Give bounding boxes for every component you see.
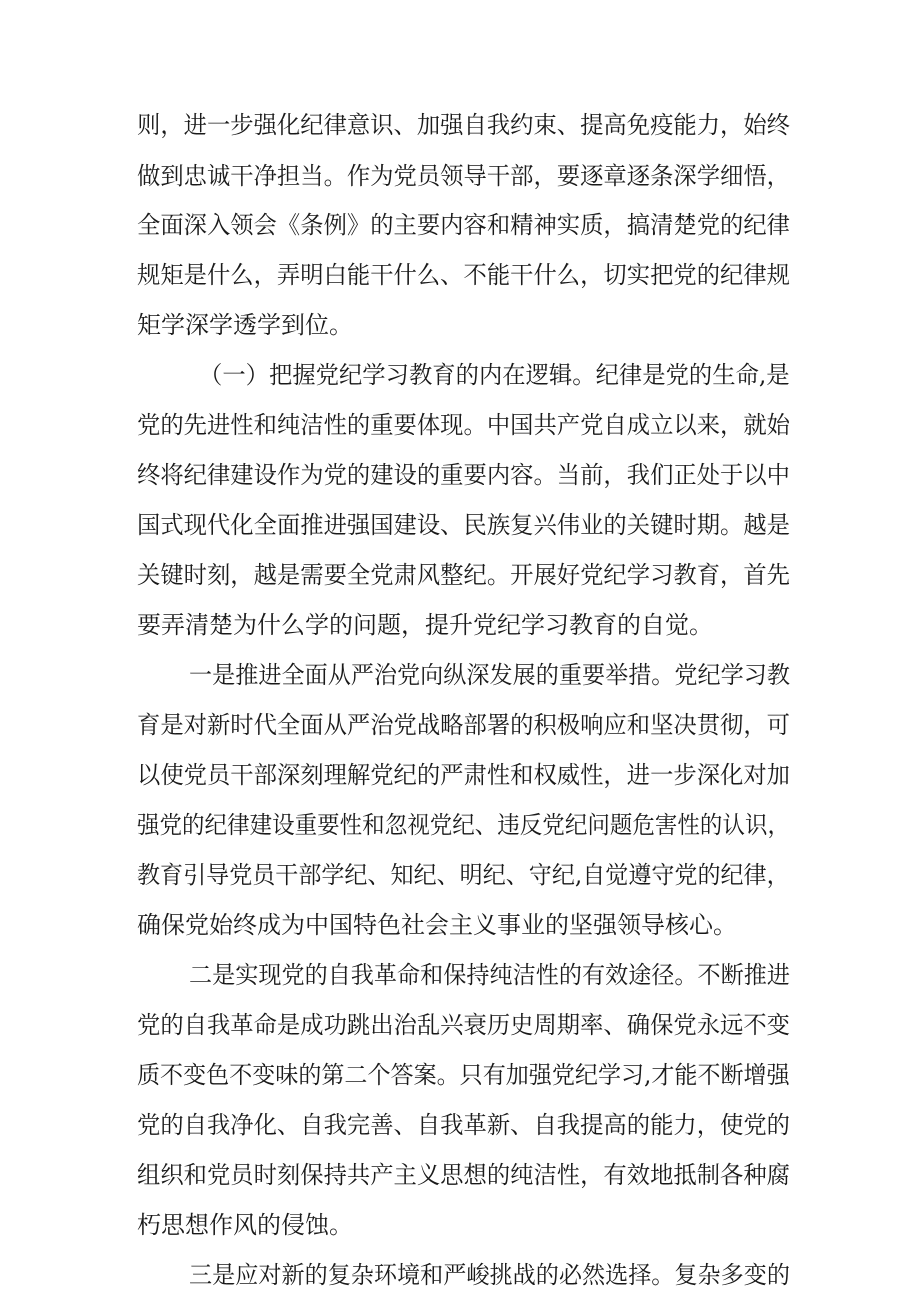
text-line: 党的先进性和纯洁性的重要体现。中国共产党自成立以来，就始 <box>137 411 790 439</box>
text-line: 国式现代化全面推进强国建设、民族复兴伟业的关键时期。越是 <box>137 511 790 539</box>
text-line: 育是对新时代全面从严治党战略部署的积极响应和坚决贯彻，可 <box>137 711 790 739</box>
text-line: 做到忠诚干净担当。作为党员领导干部，要逐章逐条深学细悟， <box>137 162 790 190</box>
text-line: 党的自我净化、自我完善、自我革新、自我提高的能力，使党的 <box>137 1111 790 1139</box>
text-line: 规矩是什么，弄明白能干什么、不能干什么，切实把党的纪律规 <box>137 261 790 289</box>
section-heading-line: （一）把握党纪学习教育的内在逻辑。纪律是党的生命,是 <box>199 361 790 389</box>
text-line: 教育引导党员干部学纪、知纪、明纪、守纪,自觉遵守党的纪律， <box>137 861 790 889</box>
text-line: 以使党员干部深刻理解党纪的严肃性和权威性，进一步深化对加 <box>137 761 790 789</box>
text-line: 终将纪律建设作为党的建设的重要内容。当前，我们正处于以中 <box>137 461 790 489</box>
text-line: 组织和党员时刻保持共产主义思想的纯洁性，有效地抵制各种腐 <box>137 1161 790 1189</box>
text-line: 则，进一步强化纪律意识、加强自我约束、提高免疫能力，始终 <box>137 111 790 139</box>
paragraph-first-line: 二是实现党的自我革命和保持纯洁性的有效途径。不断推进 <box>189 961 790 989</box>
text-line: 全面深入领会《条例》的主要内容和精神实质，搞清楚党的纪律 <box>137 211 790 239</box>
text-line: 矩学深学透学到位。 <box>137 311 353 339</box>
text-line: 朽思想作风的侵蚀。 <box>137 1211 353 1239</box>
paragraph-first-line: 一是推进全面从严治党向纵深发展的重要举措。党纪学习教 <box>189 661 790 689</box>
text-line: 确保党始终成为中国特色社会主义事业的坚强领导核心。 <box>137 911 737 939</box>
text-line: 要弄清楚为什么学的问题，提升党纪学习教育的自觉。 <box>137 611 713 639</box>
text-line: 质不变色不变味的第二个答案。只有加强党纪学习,才能不断增强 <box>137 1061 790 1089</box>
text-line: 党的自我革命是成功跳出治乱兴衰历史周期率、确保党永远不变 <box>137 1011 790 1039</box>
paragraph-first-line: 三是应对新的复杂环境和严峻挑战的必然选择。复杂多变的 <box>189 1261 790 1289</box>
text-line: 关键时刻，越是需要全党肃风整纪。开展好党纪学习教育，首先 <box>137 561 790 589</box>
text-line: 强党的纪律建设重要性和忽视党纪、违反党纪问题危害性的认识， <box>137 811 790 839</box>
